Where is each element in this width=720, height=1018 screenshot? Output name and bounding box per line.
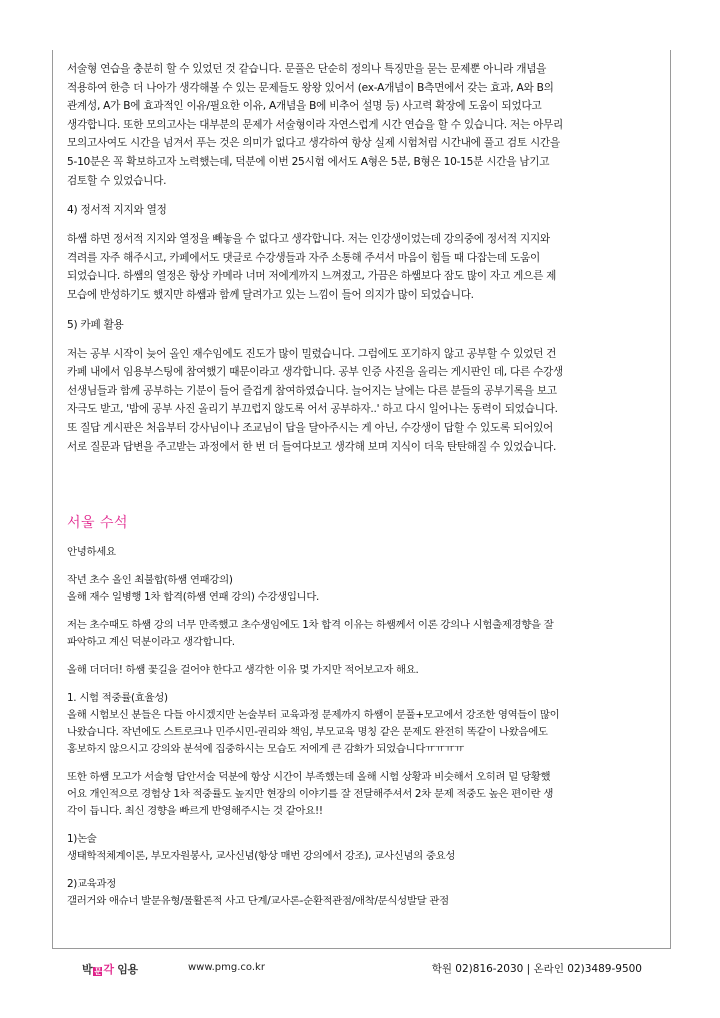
text-line: 저는 초수때도 하쌤 강의 너무 만족했고 초수생임에도 1차 합격 이유는 하쌤께서 이론 강의나 시험출제경향을 잘 bbox=[67, 619, 554, 631]
paragraph-writing-practice bbox=[67, 60, 655, 190]
publisher-logo bbox=[82, 961, 138, 977]
text-line: 작년 초수 올인 최불합(하쌤 연패강의) bbox=[67, 574, 233, 586]
text-line: 되었습니다. 하쌤의 열정은 항상 카메라 너머 저에게까지 느껴졌고, 가끔은 하쌤보다 잠도 많이 자고 게으른 제 bbox=[67, 270, 557, 283]
contact-info: 학원 02)816-2030 | 온라인 02)3489-9500 bbox=[431, 963, 642, 975]
text-line: 또 질답 게시판은 처음부터 강사님이나 조교님이 답을 달아주시는 게 아닌, 수강생이 답할 수 있도록 되어있어 bbox=[67, 421, 554, 434]
logo-char-1: 박 bbox=[82, 963, 93, 976]
logo-word: 임용 bbox=[117, 963, 138, 976]
text-line: 저는 공부 시작이 늦어 올인 재수임에도 진도가 많이 밀렸습니다. 그럼에도 포기하지 않고 공부할 수 있었던 건 bbox=[67, 347, 557, 360]
text-line: 적용하여 한층 더 나아가 생각해볼 수 있는 문제들도 왕왕 있어서 (ex-A개념이 B측면에서 갖는 효과, A와 B의 bbox=[67, 81, 554, 94]
paragraph-reasons bbox=[67, 662, 657, 679]
text-line: 나왔습니다. 작년에도 스트로크나 민주시민-권리와 책임, 부모교육 명칭 같은 문제도 완전히 똑같이 나왔음에도 bbox=[67, 726, 548, 738]
section-1 bbox=[67, 60, 655, 467]
paragraph-emotional-support bbox=[67, 230, 655, 304]
text-line: 올해 재수 일병행 1차 합격(하쌤 연패 강의) 수강생입니다. bbox=[67, 591, 320, 603]
text-line: 선생님들과 함께 공부하는 기분이 들어 즐겁게 참여하였습니다. 늘어지는 날에는 다른 분들의 공부기록을 보고 bbox=[67, 384, 557, 397]
website-url[interactable]: www.pmg.co.kr bbox=[188, 962, 265, 973]
text-line: 홍보하지 않으시고 강의와 분석에 집중하시는 모습도 저에게 큰 감화가 되었습니다ㅠㅠㅠㅠ bbox=[67, 743, 465, 755]
text-line: 검토할 수 있었습니다. bbox=[67, 174, 167, 187]
item-essay bbox=[67, 831, 657, 865]
text-line: 생태학적체계이론, 부모자원봉사, 교사신념(항상 매번 강의에서 강조), 교사신념의 중요성 bbox=[67, 850, 456, 862]
item-curriculum bbox=[67, 876, 657, 910]
text-line: 자극도 받고, '밤에 공부 사진 올리기 부끄럽지 않도록 어서 공부하자..' 하고 다시 일어나는 동력이 되었습니다. bbox=[67, 403, 558, 416]
paragraph-mock-exam bbox=[67, 769, 657, 820]
text-line: 관계성, A가 B에 효과적인 이유/필요한 이유, A개념을 B에 비추어 설명 등) 사고력 확장에 도움이 되었다고 bbox=[67, 100, 542, 113]
text-line: 생각합니다. 또한 모의고사는 대부분의 문제가 서술형이라 자연스럽게 시간 연습을 할 수 있습니다. 저는 아무리 bbox=[67, 118, 564, 131]
text-line: 하쌤 하면 정서적 지지와 열정을 빼놓을 수 없다고 생각합니다. 저는 인강생이었는데 강의중에 정서적 지지와 bbox=[67, 233, 550, 246]
text-line: 1. 시험 적중률(효율성) bbox=[67, 692, 168, 704]
greeting: 안녕하세요 bbox=[67, 546, 116, 558]
text-line: 또한 하쌤 모고가 서술형 답안서술 덕분에 항상 시간이 부족했는데 올해 시험 상황과 비슷해서 오히려 덜 당황했 bbox=[67, 771, 551, 783]
text-line: 서로 질문과 답변을 주고받는 과정에서 한 번 더 들여다보고 생각해 보며 지식이 더욱 탄탄해질 수 있었습니다. bbox=[67, 440, 557, 453]
text-line: 1)논술 bbox=[67, 833, 97, 845]
text-line: 파악하고 계신 덕분이라고 생각합니다. bbox=[67, 636, 235, 648]
text-line: 갤러거와 애슈너 발문유형/물활론적 사고 단계/교사론-순환적관점/애착/문식성발달 관점 bbox=[67, 895, 449, 907]
text-line: 올해 시험보신 분들은 다들 아시겠지만 논술부터 교육과정 문제까지 하쌤이 문풀+모고에서 강조한 영역들이 많이 bbox=[67, 709, 560, 721]
text-line: 2)교육과정 bbox=[67, 878, 117, 890]
text-line: 어요 개인적으로 경험상 1차 적중률도 높지만 현장의 이야기를 잘 전달해주셔서 2차 문제 적중도 높은 편이란 생 bbox=[67, 788, 554, 800]
item-hit-rate bbox=[67, 690, 657, 758]
heading-cafe: 5) 카페 활용 bbox=[67, 318, 124, 331]
paragraph-cafe bbox=[67, 345, 655, 457]
intro bbox=[67, 572, 657, 606]
heading-emotional-support: 4) 정서적 지지와 열정 bbox=[67, 204, 167, 217]
paragraph-first-exam bbox=[67, 617, 657, 651]
text-line: 격려를 자주 해주시고, 카페에서도 댓글로 수강생들과 자주 소통해 주셔서 마음이 힘들 때 다잡는데 도움이 bbox=[67, 251, 540, 264]
logo-char-2: 문 bbox=[94, 967, 102, 976]
section-title: 서울 수석 bbox=[67, 515, 129, 531]
text-line: 카페 내에서 임용부스팅에 참여했기 때문이라고 생각합니다. 공부 인증 사진을 올리는 게시판인 데, 다른 수강생 bbox=[67, 366, 564, 379]
section-2 bbox=[67, 512, 657, 921]
text-line: 모의고사여도 시간을 넘겨서 푸는 것은 의미가 없다고 생각하여 항상 실제 시험처럼 시간내에 풀고 검토 시간을 bbox=[67, 137, 560, 150]
text-line: 모습에 반성하기도 했지만 하쌤과 함께 달려가고 있는 느낌이 들어 의지가 많이 되었습니다. bbox=[67, 288, 474, 301]
text-line: 각이 듭니다. 최신 경향을 빠르게 반영해주시는 것 같아요!! bbox=[67, 805, 323, 817]
logo-char-3: 각 bbox=[103, 963, 114, 976]
footer bbox=[0, 950, 720, 990]
text-line: 서술형 연습을 충분히 할 수 있었던 것 같습니다. 문풀은 단순히 정의나 특징만을 묻는 문제뿐 아니라 개념을 bbox=[67, 63, 547, 75]
text-line: 올해 더더더! 하쌤 꽃길을 걸어야 한다고 생각한 이유 몇 가지만 적어보고자 해요. bbox=[67, 664, 419, 676]
text-line: 5-10분은 꼭 확보하고자 노력했는데, 덕분에 이번 25시험 에서도 A형은 5분, B형은 10-15분 시간을 남기고 bbox=[67, 155, 550, 168]
